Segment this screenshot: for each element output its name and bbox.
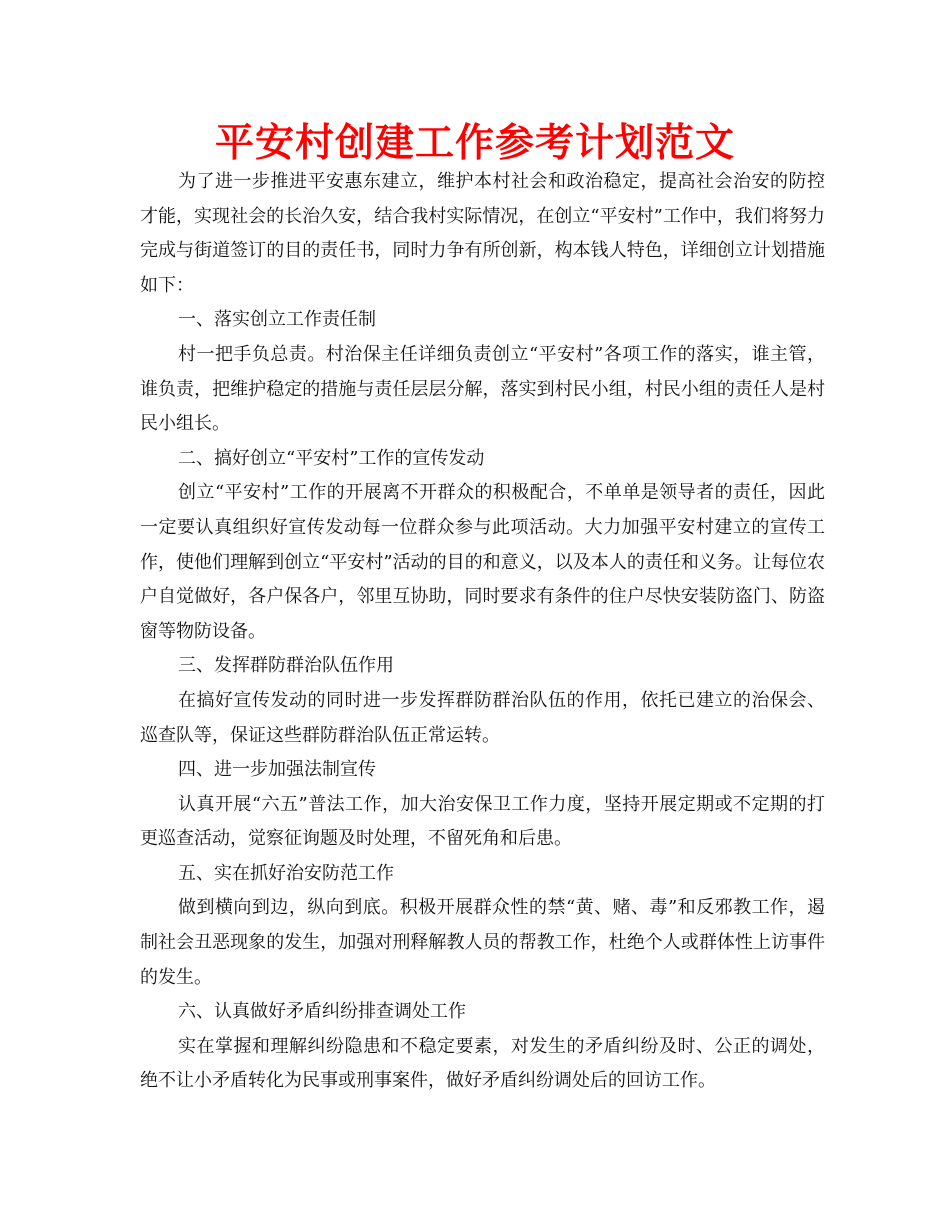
section-heading-1: 一、落实创立工作责任制 [178,309,376,331]
paragraph-section-1: 村一把手负总责。村治保主任详细负责创立“平安村”各项工作的落实，谁主管，谁负责，把维护稳定的措施与责任层层分解，落实到村民小组，村民小组的责任人是村民小组长。 [140,343,825,435]
document-title: 平安村创建工作参考计划范文 [214,121,735,166]
paragraph-section-4: 认真开展“六五”普法工作，加大治安保卫工作力度，坚持开展定期或不定期的打更巡查活动，觉察征询题及时处理，不留死角和后患。 [140,793,825,850]
section-heading-2: 二、搞好创立“平安村”工作的宣传发动 [178,447,485,469]
section-heading-3: 三、发挥群防群治队伍作用 [178,655,394,677]
document-body [140,165,825,1099]
paragraph-section-5: 做到横向到边，纵向到底。积极开展群众性的禁“黄、赌、毒”和反邪教工作，遏制社会丑恶现象的发生，加强对刑释解教人员的帮教工作，杜绝个人或群体性上访事件的发生。 [140,897,825,988]
section-heading-6: 六、认真做好矛盾纠纷排查调处工作 [178,1001,466,1023]
paragraph-section-6: 实在掌握和理解纠纷隐患和不稳定要素，对发生的矛盾纠纷及时、公正的调处，绝不让小矛盾转化为民事或刑事案件，做好矛盾纠纷调处后的回访工作。 [140,1035,825,1092]
paragraph-intro: 为了进一步推进平安惠东建立，维护本村社会和政治稳定，提高社会治安的防控才能，实现社会的长治久安，结合我村实际情况，在创立“平安村”工作中，我们将努力完成与街道签订的目的责任书，同时力争有所创新，构本钱人特色，详细创立计划措施如下： [140,171,825,296]
section-heading-5: 五、实在抓好治安防范工作 [178,862,394,884]
paragraph-section-2: 创立“平安村”工作的开展离不开群众的积极配合，不单单是领导者的责任，因此一定要认真组织好宣传发动每一位群众参与此项活动。大力加强平安村建立的宣传工作，使他们理解到创立“平安村”活动的目的和意义，以及本人的责任和义务。让每位农户自觉做好，各户保各户，邻里互协助，同时要求有条件的住户尽快安装防盗门、防盗窗等物防设备。 [140,482,825,642]
paragraph-section-3: 在搞好宣传发动的同时进一步发挥群防群治队伍的作用，依托已建立的治保会、巡查队等，保证这些群防群治队伍正常运转。 [140,689,825,746]
section-heading-4: 四、进一步加强法制宣传 [178,759,376,781]
